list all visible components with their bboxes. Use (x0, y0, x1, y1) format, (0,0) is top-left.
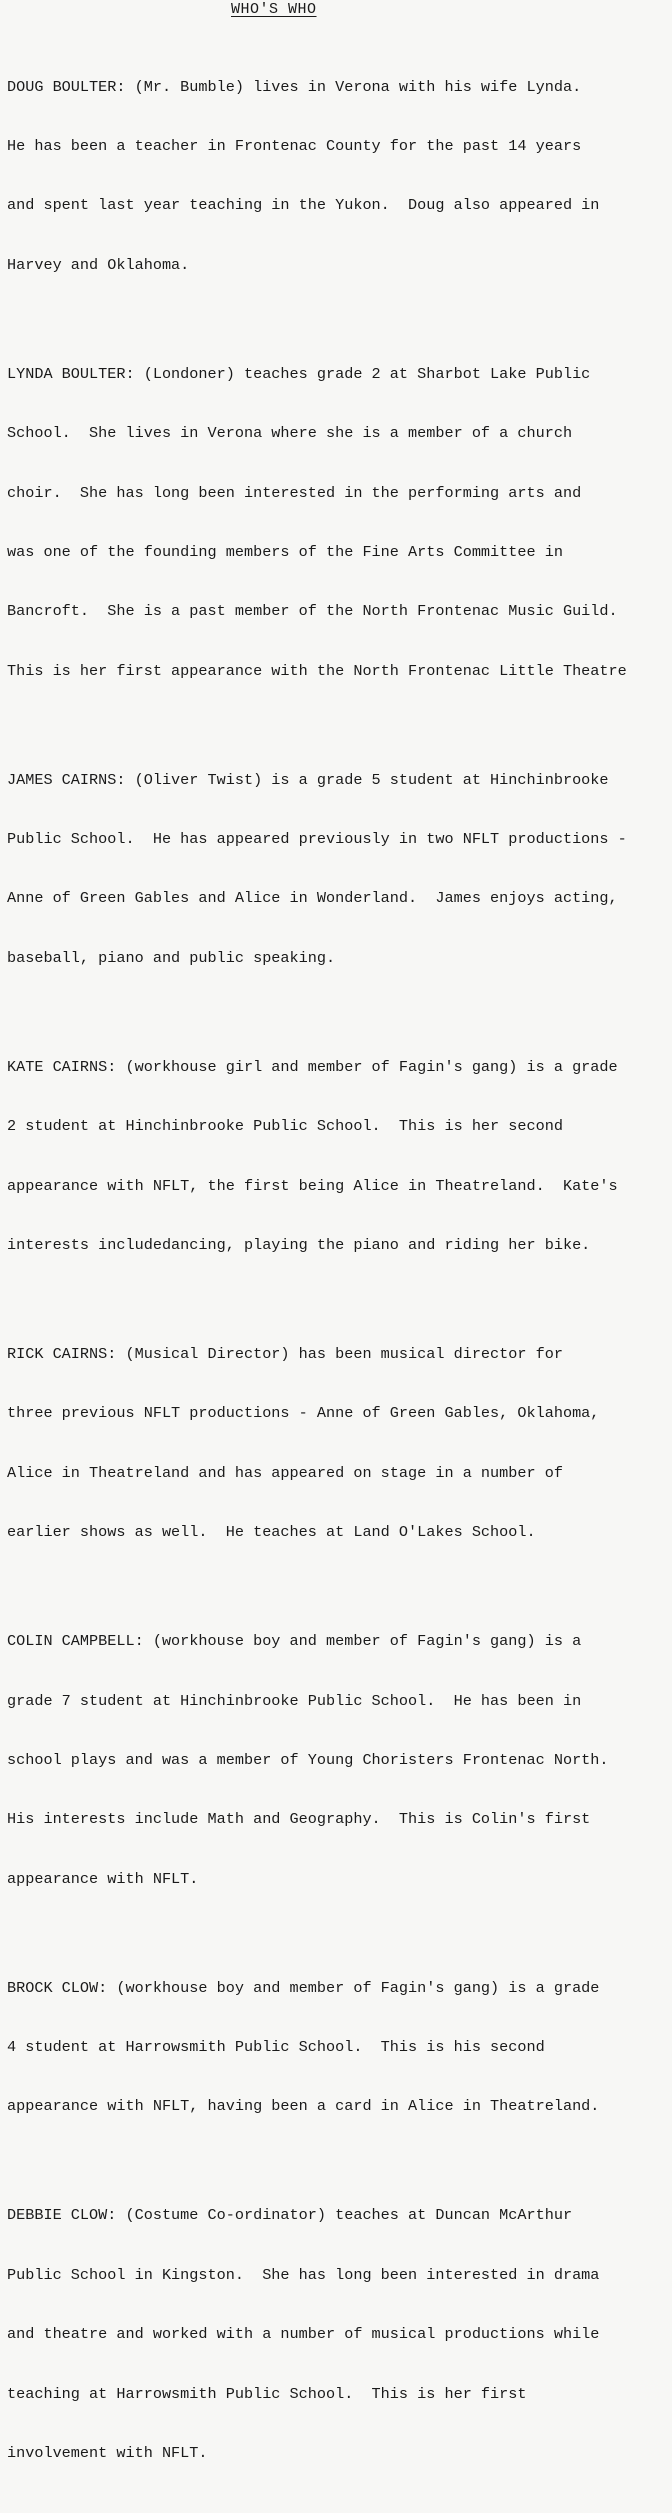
entry-line: Public School in Kingston. She has long been interested in drama (7, 2265, 600, 2284)
entry-line: Anne of Green Gables and Alice in Wonderland. James enjoys acting, (7, 889, 618, 908)
entry-line: earlier shows as well. He teaches at Land O'Lakes School. (7, 1523, 536, 1542)
entry-james-cairns (7, 731, 669, 1008)
entry-line: choir. She has long been interested in the performing arts and (7, 483, 582, 502)
entry-brock-clow (7, 1939, 669, 2157)
entry-line: JAMES CAIRNS: (Oliver Twist) is a grade 5 student at Hinchinbrooke (7, 770, 609, 789)
entry-line: and spent last year teaching in the Yukon. Doug also appeared in (7, 196, 600, 215)
entry-line: and theatre and worked with a number of musical productions while (7, 2325, 600, 2344)
entry-line: baseball, piano and public speaking. (7, 948, 336, 967)
entries-list (7, 38, 669, 2513)
entry-lynda-boulter (7, 325, 669, 721)
entry-line: teaching at Harrowsmith Public School. This is her first (7, 2384, 527, 2403)
entry-line: was one of the founding members of the Fine Arts Committee in (7, 542, 563, 561)
entry-line: BROCK CLOW: (workhouse boy and member of Fagin's gang) is a grade (7, 1978, 600, 1997)
entry-line: RICK CAIRNS: (Musical Director) has been musical director for (7, 1345, 563, 1363)
entry-rick-cairns (7, 1305, 669, 1582)
entry-debbie-clow (7, 2167, 669, 2504)
entry-line: LYNDA BOULTER: (Londoner) teaches grade 2 at Sharbot Lake Public (7, 364, 591, 383)
entry-line: KATE CAIRNS: (workhouse girl and member of Fagin's gang) is a grade (7, 1057, 618, 1076)
entry-kate-cairns (7, 1018, 669, 1295)
entry-line: COLIN CAMPBELL: (workhouse boy and member of Fagin's gang) is a (7, 1632, 582, 1651)
entry-line: grade 7 student at Hinchinbrooke Public School. He has been in (7, 1691, 582, 1710)
entry-line: School. She lives in Verona where she is a member of a church (7, 424, 573, 443)
entry-line: interests includedancing, playing the piano and riding her bike. (7, 1236, 591, 1255)
entry-line: involvement with NFLT. (7, 2444, 208, 2463)
entry-line: Public School. He has appeared previously in two NFLT productions - (7, 830, 627, 849)
entry-line: appearance with NFLT, the first being Alice in Theatreland. Kate's (7, 1176, 618, 1195)
entry-line: DEBBIE CLOW: (Costume Co-ordinator) teaches at Duncan McArthur (7, 2206, 573, 2225)
entry-line: Alice in Theatreland and has appeared on stage in a number of (7, 1463, 563, 1482)
entry-line: 2 student at Hinchinbrooke Public School. This is her second (7, 1117, 563, 1136)
page-title: WHO'S WHO (231, 1, 317, 18)
entry-line: Bancroft. She is a past member of the North Frontenac Music Guild. (7, 602, 618, 621)
entry-line: This is her first appearance with the North Frontenac Little Theatre (7, 661, 627, 680)
entry-line: appearance with NFLT. (7, 1869, 199, 1888)
entry-line: 4 student at Harrowsmith Public School. This is his second (7, 2038, 545, 2057)
entry-line: His interests include Math and Geography. This is Colin's first (7, 1810, 591, 1829)
entry-doug-boulter (7, 38, 669, 315)
entry-line: Harvey and Oklahoma. (7, 255, 190, 274)
entry-colin-campbell (7, 1593, 669, 1930)
entry-line: appearance with NFLT, having been a card in Alice in Theatreland. (7, 2097, 600, 2116)
entry-line: DOUG BOULTER: (Mr. Bumble) lives in Verona with his wife Lynda. (7, 77, 582, 96)
entry-line: school plays and was a member of Young Choristers Frontenac North. (7, 1750, 609, 1769)
entry-line: three previous NFLT productions - Anne of Green Gables, Oklahoma, (7, 1404, 600, 1423)
entry-line: He has been a teacher in Frontenac County for the past 14 years (7, 136, 582, 155)
